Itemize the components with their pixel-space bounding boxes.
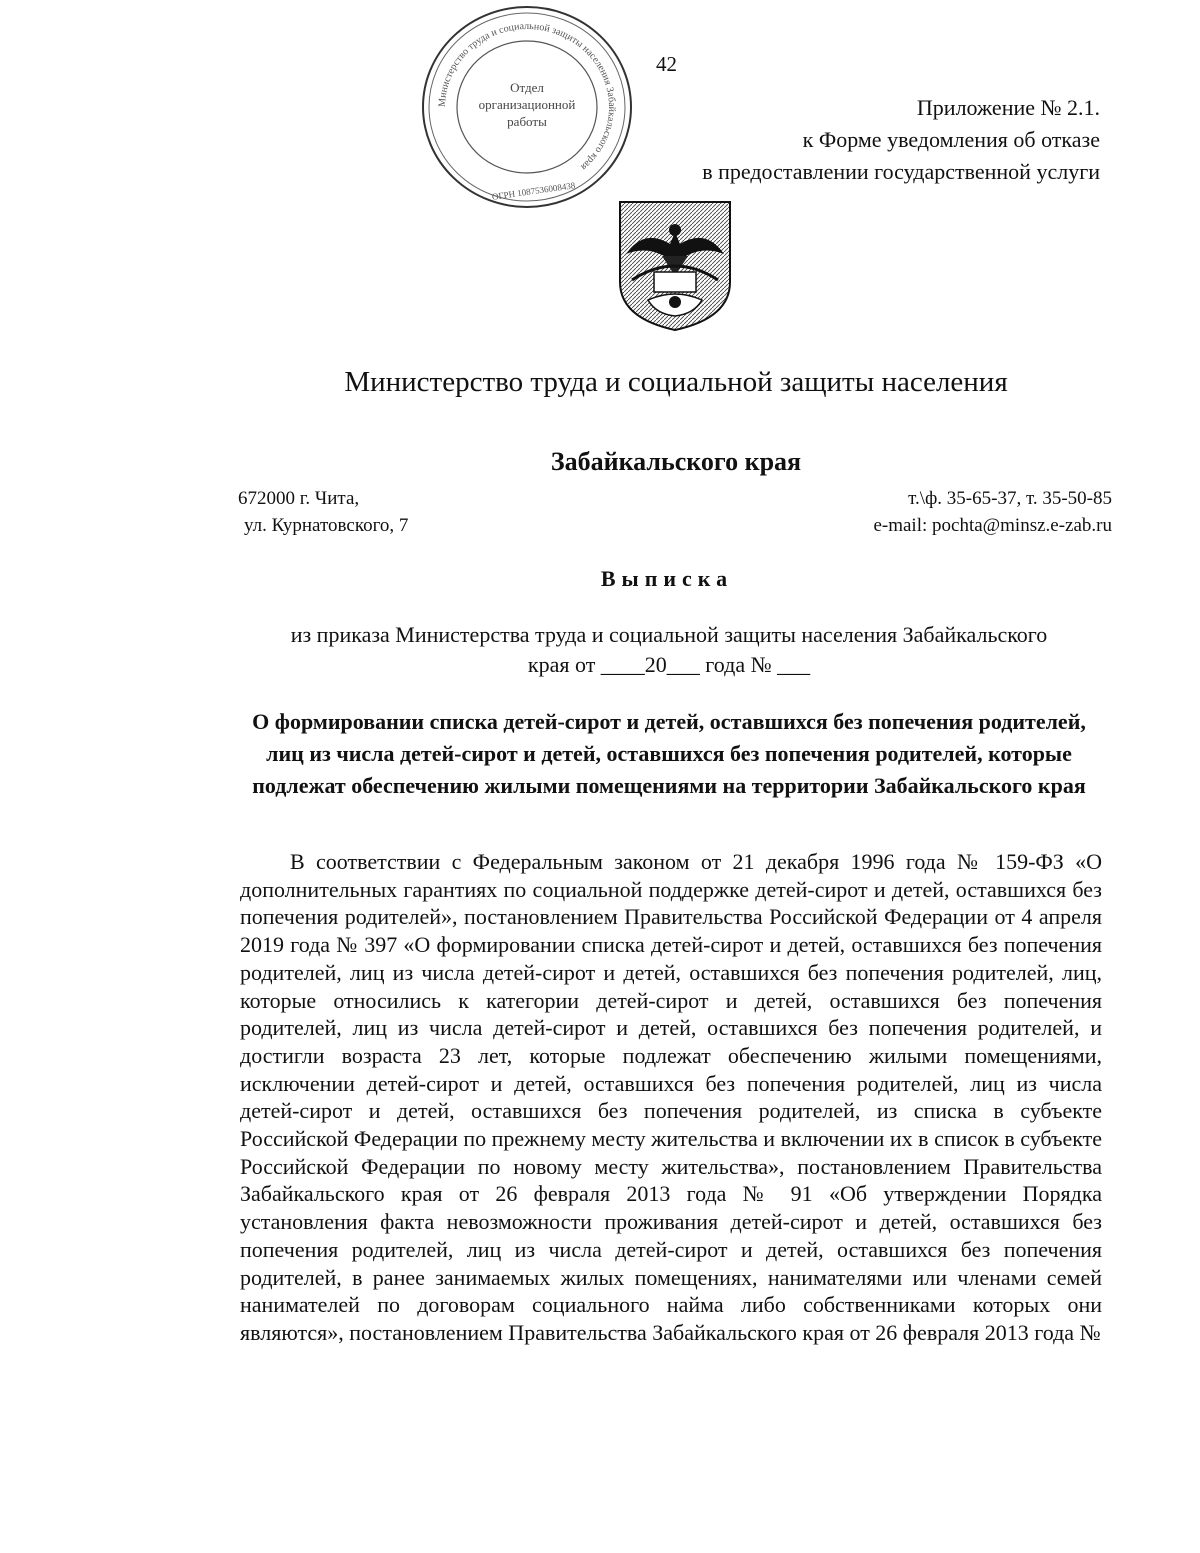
stamp-line-1: Отдел bbox=[510, 80, 544, 95]
document-title: Выписка bbox=[600, 566, 734, 591]
address-street: ул. Курнатовского, 7 bbox=[244, 515, 409, 536]
official-stamp bbox=[418, 2, 636, 212]
stamp-line-3: работы bbox=[507, 114, 547, 129]
stamp-ring-text: Министерство труда и социальной защиты населения Забайкальского края bbox=[436, 20, 618, 173]
ministry-title: Министерство труда и социальной защиты населения bbox=[344, 366, 1008, 398]
stamp-ogrn: ОГРН 1087536008438 bbox=[491, 180, 576, 202]
address-city: 672000 г. Чита, bbox=[238, 488, 360, 509]
order-reference-line-2: края от ____20___ года № ___ bbox=[527, 652, 811, 677]
appendix-line-2: к Форме уведомления об отказе bbox=[802, 127, 1100, 152]
contact-info bbox=[873, 485, 1112, 539]
contact-phone: т.\ф. 35-65-37, т. 35-50-85 bbox=[908, 488, 1112, 509]
contact-email: e-mail: pochta@minsz.e-zab.ru bbox=[873, 515, 1112, 536]
body-paragraph: В соответствии с Федеральным законом от 21 декабря 1996 года № 159-ФЗ «О дополнительных гарантиях по социальной поддержке детей-сирот и детей, оставшихся без попечения родителей», постановлением Правительства Российской Федерации от 4 апреля 2019 года № 397 «О формировании списка детей-сирот и детей, оставшихся без попечения родителей, лиц из числа детей-сирот и детей, оставшихся без попечения родителей, лиц, которые относились к категории детей-сирот и детей, оставшихся без попечения родителей, лиц из числа детей-сирот и детей, оставшихся без попечения родителей, и достигли возраста 23 лет, которые подлежат обеспечению жилыми помещениями, исключении детей-сирот и детей, оставшихся без попечения родителей, лиц из числа детей-сирот и детей, оставшихся без попечения родителей, из списка в субъекте Российской Федерации по прежнему месту жительства и включении их в список в субъекте Российской Федерации по новому месту жительства», постановлением Правительства Забайкальского края от 26 февраля 2013 года № 91 «Об утверждении Порядка установления факта невозможности проживания детей-сирот и детей, оставшихся без попечения родителей, лиц из числа детей-сирот и детей, оставшихся без попечения родителей, в ранее занимаемых жилых помещениях, нанимателями или членами семей нанимателей по договорам социального найма либо собственниками которых они являются», постановлением Правительства Забайкальского края от 26 февраля 2013 года № bbox=[240, 849, 1102, 1345]
appendix-note bbox=[702, 92, 1100, 188]
appendix-line-3: в предоставлении государственной услуги bbox=[702, 159, 1100, 184]
postal-address bbox=[238, 485, 408, 539]
stamp-line-2: организационной bbox=[478, 97, 576, 112]
coat-of-arms-icon bbox=[612, 196, 738, 334]
order-reference bbox=[236, 620, 1102, 680]
stamp-seal-icon bbox=[418, 2, 636, 212]
region-title: Забайкальского края bbox=[550, 447, 802, 476]
appendix-line-1: Приложение № 2.1. bbox=[916, 95, 1100, 120]
order-subject: О формировании списка детей-сирот и детей, оставшихся без попечения родителей, лиц из числа детей-сирот и детей, оставшихся без попечения родителей, которые подлежат обеспечению жилыми помещениями на территории Забайкальского края bbox=[252, 709, 1086, 798]
order-reference-line-1: из приказа Министерства труда и социальной защиты населения Забайкальского bbox=[290, 622, 1048, 647]
page-number: 42 bbox=[656, 52, 677, 76]
